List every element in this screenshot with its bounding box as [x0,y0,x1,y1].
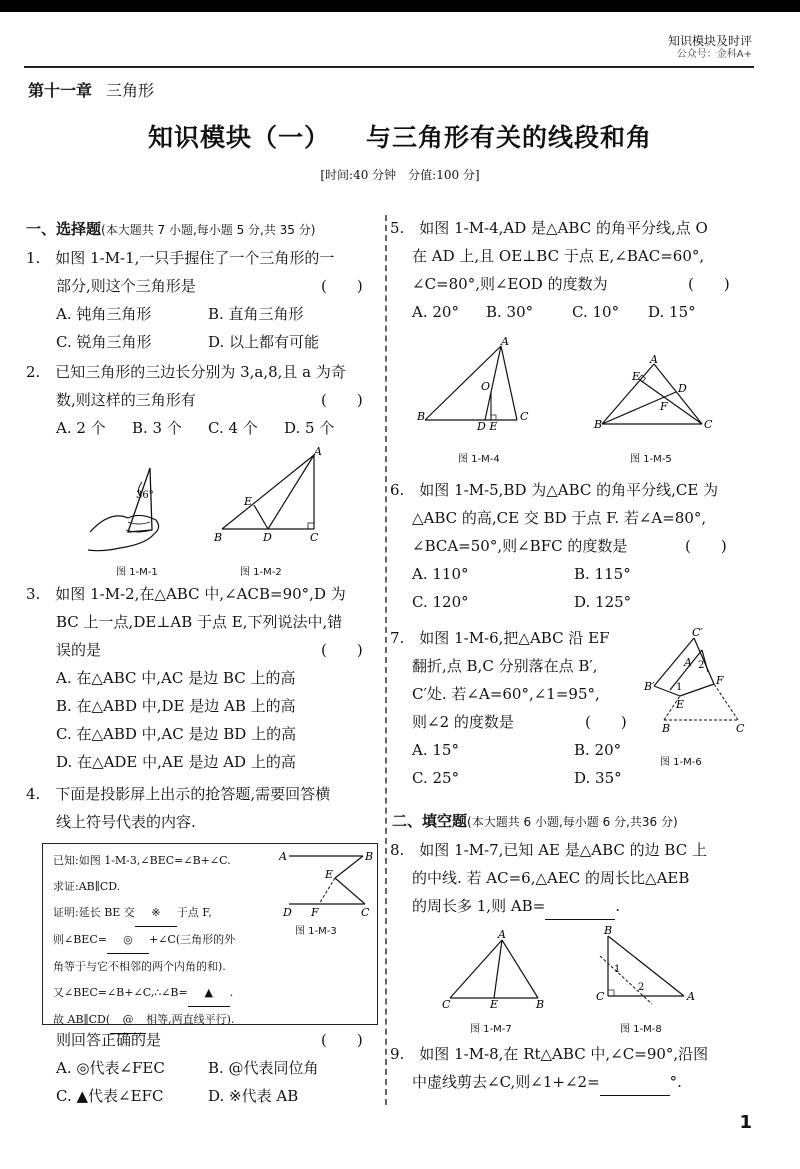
q4-option-b: B. @代表同位角 [208,1059,319,1077]
q5-line1: 5. 如图 1-M-4,AD 是△ABC 的角平分线,点 O [390,219,708,237]
q2-option-d: D. 5 个 [284,419,335,437]
fig8-angle-2: 2 [638,982,645,993]
q4-proof-box [42,843,378,1025]
q5-answer-paren: ( ) [688,275,730,293]
watermark-text: 公众号：金科A+ [676,49,752,60]
q4-option-c: C. ▲代表∠EFC [56,1087,164,1105]
fig2-label-c: C [310,531,319,544]
fig8-label-c: C [596,990,605,1003]
fig3-segment-be [335,856,363,878]
question-1 [26,244,363,356]
fig2-caption: 图 1-M-2 [240,567,282,578]
question-6 [390,476,727,616]
fig2-label-b: B [214,531,223,544]
figure-1-M-2 [210,445,330,545]
fig6-label-e: E [676,698,685,711]
q4-blank-star: ※ [135,900,177,927]
question-4 [26,780,330,836]
q2-stem: 数,则这样的三角形有 [56,391,196,409]
q3-line1: 3. 如图 1-M-2,在△ABC 中,∠ACB=90°,D 为 [26,585,346,603]
fig6-angle-2: 2 [698,660,705,671]
question-9 [390,1040,708,1096]
q7-options-row1 [390,736,622,764]
q8-line1: 8. 如图 1-M-7,已知 AE 是△ABC 的边 BC 上 [390,841,707,859]
q1-option-d: D. 以上都有可能 [208,333,320,351]
section-choice-title: 一、选择题 [26,220,102,238]
q4-proof-line5-b: 相等,两直线平行). [146,1013,235,1026]
q9-line1: 9. 如图 1-M-8,在 Rt△ABC 中,∠C=90°,沿图 [390,1045,709,1063]
fig5-label-d: D [678,382,687,395]
q6-option-d: D. 125° [574,593,632,611]
q6-stem-end: ∠BCA=50°,则∠BFC 的度数是 [412,537,628,555]
q5-stem-end: ∠C=80°,则∠EOD 的度数为 [412,275,608,293]
title-module: 知识模块（一） [147,123,330,152]
q3-answer-paren: ( ) [321,641,363,659]
fig7-label-b: B [536,998,545,1011]
q3-option-b: B. 在△ABD 中,DE 是边 AB 上的高 [56,697,296,715]
fig7-side-ac [450,940,502,998]
q1-stem: 部分,则这个三角形是 [56,277,196,295]
q2-answer-paren: ( ) [321,391,363,409]
fig3-label-b: B [365,850,373,863]
q4-blank-triangle: ▲ [188,980,230,1007]
fig4-label-de: D E [477,420,498,431]
q9-stem-end: 中虚线剪去∠C,则∠1+∠2= [412,1073,600,1091]
q7-option-a: A. 15° [412,741,459,759]
q9-degree: °. [669,1073,682,1091]
fig5-altitude-ce [640,380,702,424]
section-choice-note: (本大题共 7 小题,每小题 5 分,共 35 分) [101,223,316,237]
q8-period: . [615,897,621,915]
q8-line2: 的中线. 若 AC=6,△AEC 的周长比△AEB [412,869,690,887]
fig3-label-a: A [279,850,287,863]
question-5 [390,214,730,326]
fig3-extension-ef [319,878,335,904]
q3-option-d: D. 在△ADE 中,AE 是边 AD 上的高 [56,753,296,771]
q1-option-c: C. 锐角三角形 [56,333,152,351]
q3-line3 [26,636,363,664]
figure-1-M-1 [80,460,190,560]
q4-stem-end: 则回答正确的是 [56,1031,162,1049]
q3-option-c: C. 在△ABD 中,AC 是边 BD 上的高 [56,725,297,743]
fig8-label-a: A [687,990,695,1003]
q5-option-b: B. 30° [486,303,534,321]
chapter-name: 三角形 [106,81,155,100]
q4-proof-line1-b: 于点 F, [176,906,212,919]
fig4-label-c: C [520,410,529,423]
figure-1-M-4 [415,336,540,431]
figure-1-M-6 [640,626,750,738]
fig5-label-a: A [650,353,658,366]
section-fill-title: 二、填空题 [392,812,468,830]
section-fill-heading [392,810,678,831]
q4-proof-line4-a: 又∠BEC=∠B+∠C,∴∠B= [53,986,188,999]
q5-option-c: C. 10° [572,303,620,321]
fig5-label-f: F [660,400,668,413]
q1-line2 [26,272,363,300]
q4-proof-line1 [53,900,235,927]
fig6-folded-cf [714,684,738,720]
figure-1-M-5 [592,352,717,437]
fig3-label-c: C [361,906,370,919]
q6-options-row1 [390,560,718,588]
figure-1-M-7 [440,926,550,1012]
fig7-median-ae [494,940,502,998]
q4-blank-at: @ [110,1007,146,1034]
q5-option-d: D. 15° [648,303,696,321]
q7-stem-end: 则∠2 的度数是 [412,713,514,731]
q4-proof-line2-b: +∠C(三角形的外 [148,933,236,946]
q7-line1: 7. 如图 1-M-6,把△ABC 沿 EF [390,629,610,647]
fig2-label-a: A [314,445,322,458]
q6-line2: △ABC 的高,CE 交 BD 于点 F. 若∠A=80°, [412,509,707,527]
question-7 [390,624,627,792]
fig6-fold-ef [680,684,714,696]
q5-options [390,298,708,326]
fig2-side-ab [222,455,314,529]
fig8-label-b: B [604,926,613,937]
fig4-caption: 图 1-M-4 [458,454,500,465]
fig7-label-e: E [490,998,499,1011]
fig5-side-ab [602,364,654,424]
fig8-right-angle [608,990,614,996]
fig3-label-e: E [325,868,334,881]
figure-1-M-3 [279,848,373,920]
q4-line2: 线上符号代表的内容. [56,813,196,831]
q1-options-row2 [26,328,334,356]
q2-line1: 2. 已知三角形的三边长分别为 3,a,8,且 a 为奇 [26,363,346,381]
q5-line2: 在 AD 上,且 OE⊥BC 于点 E,∠BAC=60°, [412,247,705,265]
q6-option-c: C. 120° [412,593,469,611]
fig6-label-b: B [662,722,671,735]
fig2-segment-de [254,505,268,529]
q8-stem-end: 的周长多 1,则 AB= [412,897,546,915]
fig1-hand [88,515,159,550]
fig6-label-cprime: C′ [692,626,703,639]
q8-answer-blank[interactable] [545,901,615,920]
fig5-caption: 图 1-M-5 [630,454,672,465]
q7-option-c: C. 25° [412,769,460,787]
q7-line4 [390,708,627,736]
q4-proof-line2 [53,927,235,954]
header-rule [24,66,754,68]
fig5-label-c: C [704,418,713,431]
chapter-heading [28,78,154,101]
q9-line2 [390,1068,708,1096]
fig3-label-f: F [311,906,319,919]
fig7-label-a: A [498,928,506,941]
fig3-segment-ec [335,878,365,904]
q7-answer-paren: ( ) [585,713,627,731]
fig3-label-d: D [283,906,292,919]
q9-answer-blank[interactable] [600,1077,670,1096]
fig1-caption: 图 1-M-1 [116,567,158,578]
fig2-segment-ad [268,455,314,529]
q4-proof-line3: 角等于与它不相邻的两个内角的和). [53,960,226,973]
fig3-caption: 图 1-M-3 [295,926,337,937]
q5-line3 [390,270,730,298]
q4-proof-line2-a: 则∠BEC= [53,933,107,946]
q3-option-a: A. 在△ABC 中,AC 是边 BC 上的高 [56,669,296,687]
fig1-angle-label: 36° [136,490,154,501]
q1-line1: 1. 如图 1-M-1,一只手握住了一个三角形的一 [26,249,335,267]
series-title: 知识模块及时评 [667,34,752,48]
q4-options-row1 [26,1054,319,1082]
q4-proof-line5-a: 故 AB∥CD( [53,1013,111,1026]
q6-option-a: A. 110° [412,565,469,583]
q4-prove: 求证:AB∥CD. [53,880,121,893]
q6-option-b: B. 115° [574,565,631,583]
fig2-label-d: D [263,531,272,544]
q4-proof-text [53,848,235,1034]
q1-option-a: A. 钝角三角形 [56,305,152,323]
q4-given: 已知:如图 1-M-3,∠BEC=∠B+∠C. [53,854,231,867]
q2-options [26,414,346,442]
column-divider [385,215,387,1105]
q4-proof-line4 [53,980,235,1007]
q7-line2: 翻折,点 B,C 分别落在点 B′, [412,657,598,675]
q3-line2: BC 上一点,DE⊥AB 于点 E,下列说法中,错 [56,613,343,631]
section-choice-heading [26,218,315,239]
question-3 [26,580,363,776]
fig6-label-a: A [684,656,692,669]
fig6-label-f: F [716,674,724,687]
q3-stem-end: 误的是 [56,641,102,659]
fig7-caption: 图 1-M-7 [470,1024,512,1035]
q4-line3 [26,1026,363,1054]
title-topic: 与三角形有关的线段和角 [366,123,653,152]
question-4-answers [26,1026,363,1110]
fig8-caption: 图 1-M-8 [620,1024,662,1035]
fig4-side-ac [501,346,517,420]
fig7-side-ab [502,940,538,998]
page-number: 1 [739,1112,752,1133]
q4-proof-line1-a: 证明:延长 BE 交 [53,906,135,919]
q2-option-a: A. 2 个 [56,419,106,437]
chapter-number: 第十一章 [28,81,93,100]
q1-options-row1 [26,300,334,328]
time-score-info: [时间:40 分钟 分值:100 分] [320,168,480,182]
fig6-label-bprime: B′ [644,680,655,693]
fig5-label-b: B [594,418,603,431]
q7-options-row2 [390,764,622,792]
fig8-angle-1: 1 [614,964,621,975]
series-header [668,34,752,62]
q7-line3: C′处. 若∠A=60°,∠1=95°, [412,685,600,703]
q2-option-c: C. 4 个 [208,419,258,437]
q2-option-b: B. 3 个 [132,419,182,437]
top-border [0,0,800,12]
fig6-angle-1: 1 [676,682,683,693]
fig4-label-b: B [417,410,426,423]
page-title [0,118,800,154]
q5-option-a: A. 20° [412,303,459,321]
q1-option-b: B. 直角三角形 [208,305,304,323]
q1-answer-paren: ( ) [321,277,363,295]
fig2-label-e: E [244,495,253,508]
q7-option-b: B. 20° [574,741,622,759]
section-fill-note: (本大题共 6 小题,每小题 6 分,共36 分) [467,815,678,829]
q6-answer-paren: ( ) [685,537,727,555]
figure-1-M-8 [592,926,702,1012]
fig4-label-o: O [481,380,491,393]
q4-option-d: D. ※代表 AB [208,1087,299,1105]
fig2-right-angle [308,523,314,529]
fig6-label-c: C [736,722,745,735]
q4-options-row2 [26,1082,319,1110]
q4-option-a: A. ◎代表∠FEC [56,1059,165,1077]
q6-options-row2 [390,588,718,616]
q4-proof-line4-b: . [229,986,234,999]
q4-blank-circle: ◎ [107,927,149,954]
question-8 [390,836,707,920]
q4-answer-paren: ( ) [321,1031,363,1049]
fig7-label-c: C [442,998,451,1011]
q2-line2 [26,386,363,414]
fig4-label-a: A [501,336,509,348]
question-2 [26,358,363,442]
q8-line3 [390,892,707,920]
q6-line3 [390,532,727,560]
q7-option-d: D. 35° [574,769,622,787]
fig5-label-e: E [632,370,641,383]
q4-line1: 4. 下面是投影屏上出示的抢答题,需要回答横 [26,785,331,803]
fig6-caption: 图 1-M-6 [660,757,702,768]
q6-line1: 6. 如图 1-M-5,BD 为△ABC 的角平分线,CE 为 [390,481,719,499]
